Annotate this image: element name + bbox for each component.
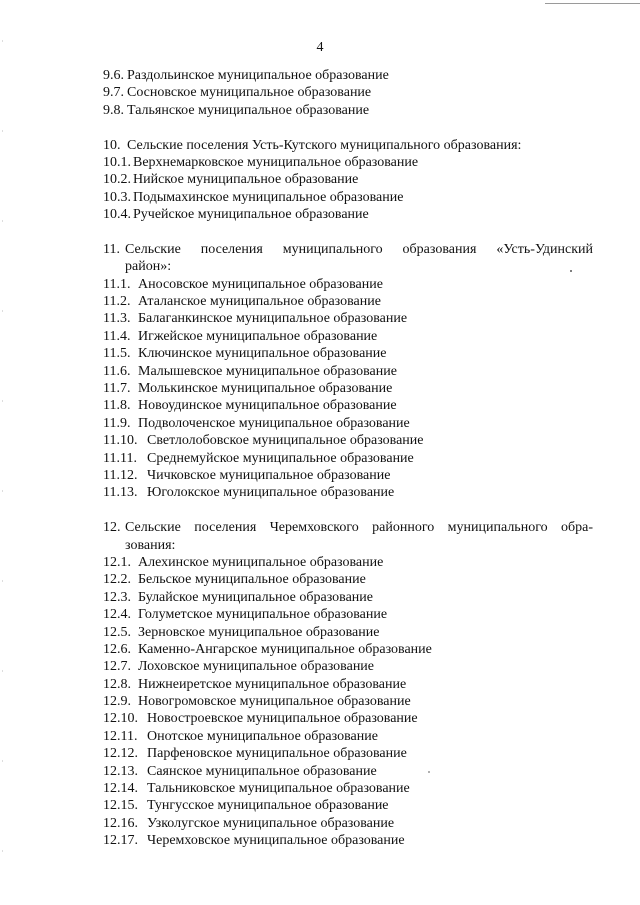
list-item (103, 380, 593, 397)
list-item (103, 102, 593, 119)
item-text: Подымахинское муниципальное образование (133, 189, 404, 205)
item-number: 12.15. (103, 798, 138, 814)
list-item (103, 606, 593, 623)
heading-continuation: зования: (125, 537, 176, 553)
list-item (103, 797, 593, 814)
list-item (103, 206, 593, 223)
list-item (103, 467, 593, 484)
list-item (103, 84, 593, 101)
list-item (103, 745, 593, 762)
list-item (103, 658, 593, 675)
heading-number: 11. (103, 241, 120, 257)
list-item (103, 693, 593, 710)
item-text: Подволоченское муниципальное образование (138, 415, 410, 431)
list-item (103, 328, 593, 345)
item-number: 12.17. (103, 833, 138, 849)
item-number: 12.2. (103, 572, 131, 588)
item-number: 12.6. (103, 641, 131, 657)
item-number: 11.9. (103, 415, 131, 431)
item-number: 10.4. (103, 207, 131, 223)
item-text: Аносовское муниципальное образование (138, 276, 383, 292)
item-number: 12.16. (103, 815, 138, 831)
item-text: Игжейское муниципальное образование (138, 328, 378, 344)
item-text: Булайское муниципальное образование (138, 589, 373, 605)
item-number: 9.8. (103, 102, 124, 118)
item-text: Онотское муниципальное образование (147, 728, 378, 744)
item-number: 9.7. (103, 85, 124, 101)
heading-text: Сельские поселения муниципального образования «Усть-Удинский (125, 241, 593, 257)
section-heading (103, 519, 593, 536)
list-item (103, 67, 593, 84)
item-text: Тальниковское муниципальное образование (147, 781, 410, 797)
heading-number: 12. (103, 520, 121, 536)
section-gap (103, 119, 593, 136)
list-item (103, 571, 593, 588)
list-item (103, 728, 593, 745)
item-text: Новоудинское муниципальное образование (138, 398, 397, 414)
item-text: Новогромовское муниципальное образование (138, 694, 411, 710)
list-item (103, 780, 593, 797)
list-item (103, 554, 593, 571)
item-number: 11.12. (103, 467, 138, 483)
top-edge-rule (545, 3, 640, 4)
item-text: Раздольинское муниципальное образование (127, 68, 389, 83)
item-text: Среднемуйское муниципальное образование (147, 450, 414, 466)
item-text: Зерновское муниципальное образование (138, 624, 380, 640)
list-item (103, 345, 593, 362)
item-number: 10.3. (103, 189, 131, 205)
list-item (103, 710, 593, 727)
item-number: 12.10. (103, 711, 138, 727)
item-number: 11.10. (103, 433, 138, 449)
item-number: 12.5. (103, 624, 131, 640)
item-number: 11.6. (103, 363, 131, 379)
item-number: 12.3. (103, 589, 131, 605)
list-item (103, 397, 593, 414)
item-number: 10.2. (103, 172, 131, 188)
item-number: 12.7. (103, 659, 131, 675)
list-item (103, 293, 593, 310)
item-number: 12.14. (103, 781, 138, 797)
item-number: 12.4. (103, 607, 131, 623)
list-item (103, 276, 593, 293)
item-text: Саянское муниципальное образование (147, 763, 377, 779)
list-item (103, 415, 593, 432)
section-gap (103, 502, 593, 519)
item-text: Ручейское муниципальное образование (133, 207, 369, 223)
list-item (103, 154, 593, 171)
item-text: Каменно-Ангарское муниципальное образование (138, 641, 432, 657)
page-number: 4 (316, 40, 324, 55)
item-number: 11.13. (103, 485, 138, 501)
item-number: 10.1. (103, 154, 131, 170)
heading-text: Сельские поселения Черемховского районного муниципального обра- (125, 520, 593, 536)
item-text: Светлолобовское муниципальное образование (147, 433, 424, 449)
item-text: Узколугское муниципальное образование (147, 815, 395, 831)
list-item (103, 641, 593, 658)
item-text: Молькинское муниципальное образование (138, 381, 393, 397)
item-number: 11.1. (103, 276, 131, 292)
item-number: 11.7. (103, 381, 131, 397)
item-text: Парфеновское муниципальное образование (147, 746, 407, 762)
list-item (103, 589, 593, 606)
item-number: 9.6. (103, 68, 124, 83)
section-heading (103, 137, 593, 154)
item-text: Лоховское муниципальное образование (138, 659, 375, 675)
item-text: Голуметское муниципальное образование (138, 607, 388, 623)
list-item (103, 624, 593, 641)
item-number: 12.11. (103, 728, 138, 744)
item-number: 11.2. (103, 294, 131, 310)
item-number: 12.12. (103, 746, 138, 762)
item-text: Тальянское муниципальное образование (127, 102, 370, 118)
list-item (103, 815, 593, 832)
item-number: 11.5. (103, 346, 131, 362)
item-text: Малышевское муниципальное образование (138, 363, 397, 379)
item-number: 12.13. (103, 763, 138, 779)
item-text: Верхнемарковское муниципальное образование (133, 154, 419, 170)
item-number: 11.4. (103, 328, 131, 344)
list-item (103, 171, 593, 188)
item-text: Юголокское муниципальное образование (147, 485, 395, 501)
list-item (103, 363, 593, 380)
item-text: Черемховское муниципальное образование (147, 833, 405, 849)
item-number: 11.8. (103, 398, 131, 414)
list-item (103, 763, 593, 780)
scan-edge-marks (2, 0, 3, 905)
item-text: Ключинское муниципальное образование (138, 346, 387, 362)
item-number: 12.8. (103, 676, 131, 692)
item-number: 12.1. (103, 554, 131, 570)
list-item (103, 432, 593, 449)
list-item (103, 310, 593, 327)
list-item (103, 484, 593, 501)
list-item (103, 676, 593, 693)
heading-continuation: район»: (125, 259, 172, 275)
item-text: Аталанское муниципальное образование (138, 294, 381, 310)
list-item (103, 832, 593, 849)
item-text: Новостроевское муниципальное образование (147, 711, 418, 727)
heading-text: Сельские поселения Усть-Кутского муниципального образования: (127, 137, 522, 153)
list-item (103, 189, 593, 206)
item-text: Алехинское муниципальное образование (138, 554, 384, 570)
item-number: 12.9. (103, 694, 131, 710)
item-text: Бельское муниципальное образование (138, 572, 366, 588)
item-number: 11.3. (103, 311, 131, 327)
item-number: 11.11. (103, 450, 137, 466)
item-text: Балаганкинское муниципальное образование (138, 311, 408, 327)
item-text: Сосновское муниципальное образование (127, 85, 372, 101)
document-body (103, 67, 593, 850)
item-text: Чичковское муниципальное образование (147, 467, 391, 483)
list-item (103, 450, 593, 467)
item-text: Тунгусское муниципальное образование (147, 798, 389, 814)
item-text: Нийское муниципальное образование (133, 172, 359, 188)
section-heading (103, 241, 593, 258)
heading-number: 10. (103, 137, 121, 153)
section-gap (103, 224, 593, 241)
item-text: Нижнеиретское муниципальное образование (138, 676, 407, 692)
